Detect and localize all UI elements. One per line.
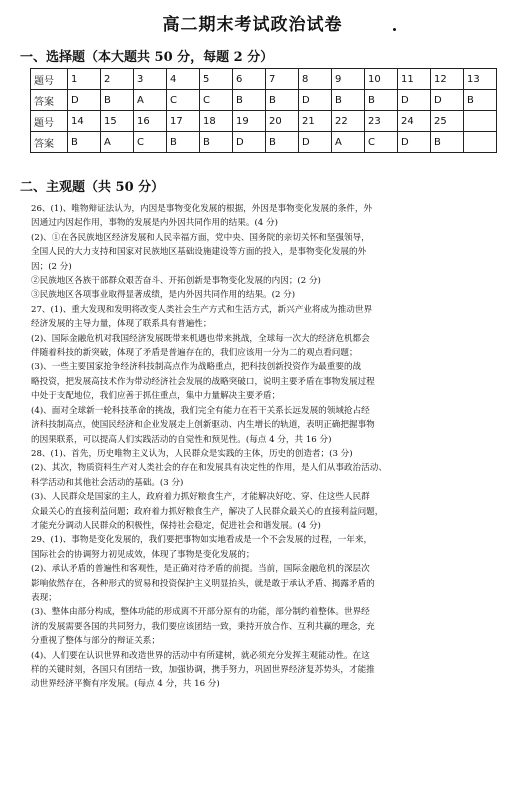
table-cell: B [233,90,266,111]
table-cell: B [332,90,365,111]
table-cell: A [134,90,167,111]
table-cell: 7 [266,69,299,90]
answer-table [30,68,497,153]
table-cell: 24 [398,111,431,132]
table-cell: D [398,90,431,111]
text-line: (3)、一些主要国家抢争经济科技制高点作为战略重点，把科技创新投资作为最重要的战 [31,362,362,373]
text-line: 略投资，把发展高技术作为带动经济社会发展的战略突破口，说明主要矛盾在事物发展过程 [31,376,375,387]
text-line: 影响依然存在，各种形式的贸易和投资保护主义明显抬头，就是敢于承认矛盾、揭露矛盾的 [31,578,375,589]
text-line: 国际社会的协调努力初见成效，体现了事物是变化发展的； [31,549,255,560]
row-header-cell: 答案 [31,132,68,153]
text-line: 经济发展的主导力量，体现了联系具有普遍性； [31,319,212,330]
table-cell [464,111,497,132]
table-cell: B [200,132,233,153]
table-cell: 11 [398,69,431,90]
table-cell [464,132,497,153]
text-line: (4)、人们要在认识世界和改造世界的活动中有所建树，就必须充分发挥主观能动性。在这 [31,650,370,661]
table-cell: 2 [101,69,134,90]
answer-body [31,202,481,692]
text-line: 济的发展需要各国的共同努力，我们要应该团结一致，秉持开放合作、互利共赢的理念，充 [31,621,375,632]
row-header-cell: 题号 [31,111,68,132]
text-line: 济科技制高点，使国民经济和企业发展走上创新驱动、内生增长的轨道，表明正确把握事物 [31,420,375,431]
table-cell: B [464,90,497,111]
text-line: 全国人民的大力支持和国家对民族地区基础设施建设等方面的投入，是事物变化发展的外 [31,247,367,258]
table-cell: B [365,90,398,111]
text-line: 因通过内因起作用，事物的发展是内外因共同作用的结果。(4 分) [31,218,278,229]
table-cell: 12 [431,69,464,90]
table-cell: D [68,90,101,111]
table-cell: D [299,132,332,153]
table-cell: D [233,132,266,153]
table-cell: B [431,132,464,153]
table-cell: C [167,90,200,111]
text-line: 29、(1)、事物是变化发展的，我们要把事物如实地看成是一个不会发展的过程，一年来， [31,535,373,546]
table-cell: 18 [200,111,233,132]
table-cell: 4 [167,69,200,90]
section-1-heading: 一、选择题（本大题共 50 分，每题 2 分） [20,50,274,65]
text-line: 众最关心的直接利益问题；政府着力抓好粮食生产，解决了人民群众最关心的直接利益问题， [31,506,384,517]
text-line: 才能充分调动人民群众的积极性，保持社会稳定，促进社会和谐发展。(4 分) [31,520,321,531]
stray-dot [393,28,396,31]
table-cell: B [266,90,299,111]
section-2-heading: 二、主观题（共 50 分） [20,180,165,195]
table-row [31,69,497,90]
text-line: 因；(2 分) [31,261,72,272]
table-cell: 9 [332,69,365,90]
text-line: 的因果联系，可以提高人们实践活动的自觉性和预见性。(每点 4 分，共 16 分) [31,434,332,445]
table-cell: A [101,132,134,153]
text-line: (2)、国际金融危机对我国经济发展既带来机遇也带来挑战，全球每一次大的经济危机都会 [31,333,370,344]
table-cell: 1 [68,69,101,90]
table-cell: B [167,132,200,153]
table-cell: 15 [101,111,134,132]
text-line: ③民族地区各项事业取得显著成绩，是内外因共同作用的结果。(2 分) [31,290,296,301]
text-line: 样的关键时刻，各国只有团结一致，加强协调，携手努力，巩固世界经济复苏势头，才能推 [31,665,375,675]
table-cell: A [332,132,365,153]
table-cell: 14 [68,111,101,132]
table-cell: 22 [332,111,365,132]
table-cell: 8 [299,69,332,90]
table-cell: 20 [266,111,299,132]
table-cell: 19 [233,111,266,132]
text-line: (2)、承认矛盾的普遍性和客观性，是正确对待矛盾的前提。当前，国际金融危机的深层次 [31,564,370,575]
text-line: 伴随着科技的新突破，体现了矛盾是普遍存在的，我们应该用一分为二的观点看问题； [31,348,358,359]
text-line: 26、(1)、唯物辩证法认为，内因是事物变化发展的根据，外因是事物变化发展的条件，外 [31,204,373,214]
table-cell: D [299,90,332,111]
text-line: ②民族地区各族干部群众艰苦奋斗、开拓创新是事物变化发展的内因；(2 分) [31,276,321,287]
table-cell: 17 [167,111,200,132]
table-cell: 10 [365,69,398,90]
table-cell: D [398,132,431,153]
text-line: (2)、其次，物质资料生产对人类社会的存在和发展具有决定性的作用，是人们从事政治活动、 [31,463,387,474]
table-cell: D [431,90,464,111]
text-line: (3)、整体由部分构成，整体功能的形成离不开部分原有的功能，部分制约着整体。世界经 [31,607,370,618]
text-line: (3)、人民群众是国家的主人，政府着力抓好粮食生产，才能解决好吃、穿、住这些人民群 [31,492,370,503]
table-cell: C [200,90,233,111]
text-line: 28、(1)、首先，历史唯物主义认为，人民群众是实践的主体，历史的创造者；(3 分) [31,448,353,459]
text-line: 中处于支配地位，我们应善于抓住重点，集中力量解决主要矛盾； [31,391,281,402]
table-cell: B [101,90,134,111]
table-cell: 5 [200,69,233,90]
table-cell: B [68,132,101,153]
table-cell: C [365,132,398,153]
table-cell: C [134,132,167,153]
row-header-cell: 答案 [31,90,68,111]
text-line: 27、(1)、重大发现和发明将改变人类社会生产方式和生活方式，新兴产业将成为推动世界 [31,304,373,315]
table-cell: B [266,132,299,153]
text-line: 动世界经济平衡有序发展。(每点 4 分，共 16 分) [31,679,220,690]
table-row [31,111,497,132]
exam-title: 高二期末考试政治试卷 [162,15,343,35]
row-header-cell: 题号 [31,69,68,90]
text-line: (4)、面对全球新一轮科技革命的挑战，我们完全有能力在若干关系长远发展的领域抢占经 [31,405,370,416]
text-line: 科学活动和其他社会活动的基础。(3 分) [31,477,184,488]
text-line: (2)、①在各民族地区经济发展和人民幸福方面，党中央、国务院的亲切关怀和坚强领导， [31,232,370,243]
text-line: 表现； [31,592,57,603]
table-cell: 6 [233,69,266,90]
table-cell: 21 [299,111,332,132]
table-cell: 16 [134,111,167,132]
table-row [31,132,497,153]
table-row [31,90,497,111]
table-cell: 23 [365,111,398,132]
table-cell: 13 [464,69,497,90]
table-cell: 3 [134,69,167,90]
text-line: 分重视了整体与部分的辩证关系； [31,636,160,647]
table-cell: 25 [431,111,464,132]
